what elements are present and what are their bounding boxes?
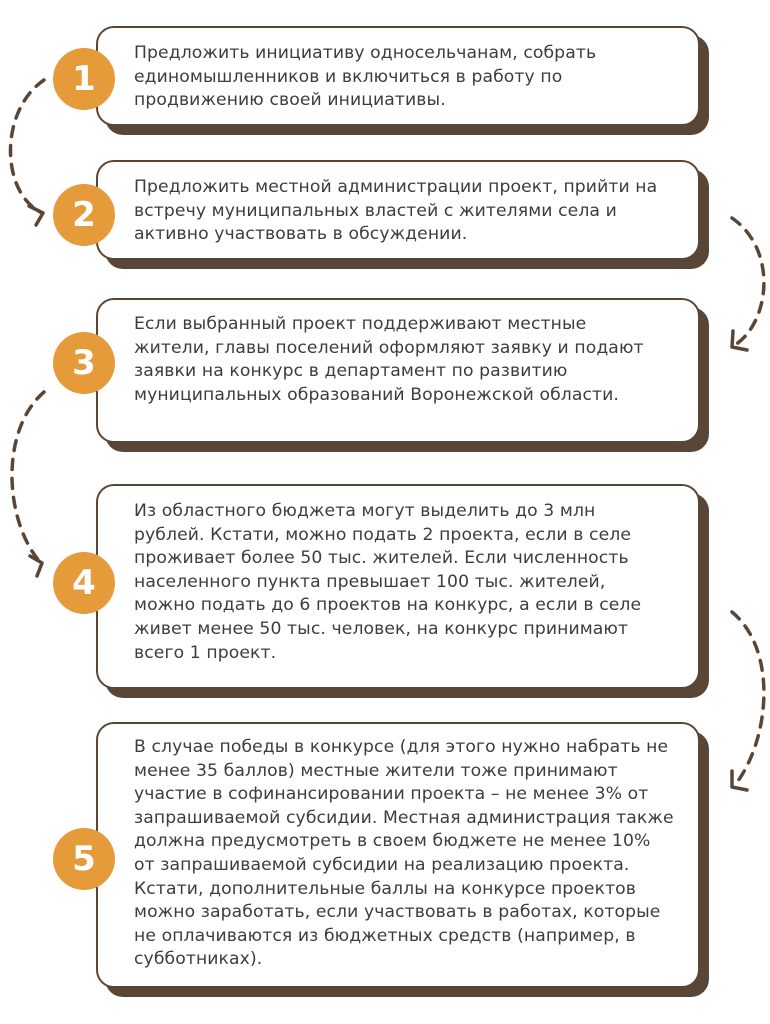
step-card (96, 722, 700, 988)
step-number-badge: 2 (53, 184, 115, 246)
step-text: Предложить местной администрации проект, прийти на встречу муниципальных властей с жителями села и активно участвовать в обсуждении. (134, 177, 658, 245)
step-number-badge: 5 (53, 828, 115, 890)
step-text: В случае победы в конкурсе (для этого нужно набрать не менее 35 баллов) местные жители тоже принимают участие в софинансировании проекта – не менее 3% от запрашиваемой субсидии. Местная администрация также должна предусмотреть в своем бюджете не менее 10% от запрашиваемой субсидии на реализацию проекта. Кстати, дополнительные баллы на конкурсе проектов можно заработать, если участвовать в работах, которые не оплачиваются из бюджетных средств (например, в субботниках). (134, 737, 674, 970)
step-card (96, 298, 700, 443)
arrow-head-1-to-2 (29, 206, 43, 225)
arrow-1-to-2 (10, 80, 44, 212)
step-text: Если выбранный проект поддерживают местные жители, главы поселений оформляют заявку и подают заявки на конкурс в департамент по развитию муниципальных образований Воронежской области. (134, 314, 644, 405)
step-card (96, 484, 700, 689)
arrow-head-4-to-5 (732, 771, 747, 790)
arrow-4-to-5 (732, 612, 764, 785)
step-text: Из областного бюджета могут выделить до 3 млн рублей. Кстати, можно подать 2 проекта, если в селе проживает более 50 тыс. жителей. Если численность населенного пункта превышает 100 тыс. жителей, можно подать до 6 проектов на конкурс, а если в селе живет менее 50 тыс. человек, на конкурс принимают всего 1 проект. (134, 501, 642, 663)
step-card (96, 26, 700, 126)
step-number-badge: 1 (53, 48, 115, 110)
step-card (96, 160, 700, 260)
arrow-head-3-to-4 (30, 556, 42, 576)
arrow-head-2-to-3 (732, 331, 747, 350)
arrow-3-to-4 (12, 392, 44, 562)
step-number-badge: 3 (53, 332, 115, 394)
step-number-badge: 4 (53, 552, 115, 614)
step-text: Предложить инициативу односельчанам, собрать единомышленников и включиться в работу по продвижению своей инициативы. (134, 43, 597, 111)
arrow-2-to-3 (732, 218, 764, 345)
